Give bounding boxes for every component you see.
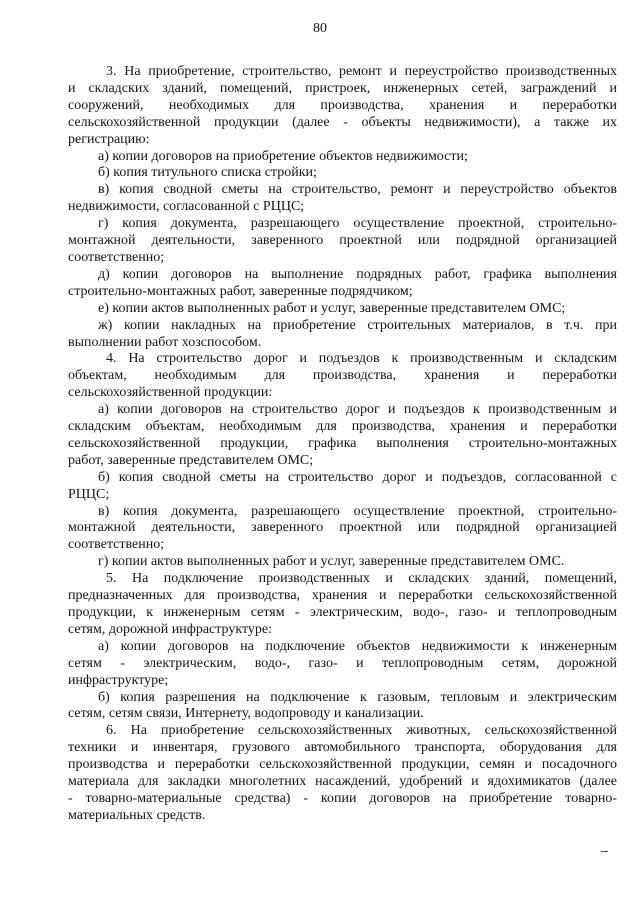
paragraph bbox=[68, 470, 617, 504]
text-line: сетям, сетям связи, Интернету, водопроводу и канализации. bbox=[68, 706, 424, 722]
page-number: 80 bbox=[313, 21, 327, 36]
text-line: в) копия сводной сметы на строительство, ремонт и переустройство объектов bbox=[98, 182, 617, 198]
paragraph bbox=[68, 216, 617, 267]
text-line: 6. На приобретение сельскохозяйственных животных, сельскохозяйственной bbox=[106, 723, 617, 739]
text-line: 3. На приобретение, строительство, ремонт и переустройство производственных bbox=[106, 64, 617, 79]
text-line: 4. На строительство дорог и подъездов к производственным и складским bbox=[106, 351, 617, 367]
text-line: продукции, к инженерным сетям - электрическим, водо-, газо- и теплопроводным bbox=[68, 605, 617, 620]
text-line: - товарно-материальные средства) - копии договоров на приобретение товарно- bbox=[68, 790, 617, 806]
text-line: регистрацию: bbox=[68, 131, 150, 147]
text-line: объектам, необходимым для производства, хранения и переработки bbox=[68, 368, 617, 384]
text-line: монтажной деятельности, заверенного проектной или подрядной организацией bbox=[68, 233, 617, 249]
text-line: производства и переработки сельскохозяйственной продукции, семян и посадочного bbox=[68, 757, 617, 773]
text-line: предназначенных для производства, хранения и переработки сельскохозяйственной bbox=[68, 588, 617, 604]
text-line: б) копия разрешения на подключение к газовым, тепловым и электрическим bbox=[98, 689, 617, 705]
text-line: г) копия документа, разрешающего осуществление проектной, строительно- bbox=[98, 216, 617, 232]
text-line: в) копия документа, разрешающего осуществление проектной, строительно- bbox=[98, 503, 617, 519]
text-line: соответственно; bbox=[68, 249, 165, 265]
text-line: а) копии договоров на подключение объектов недвижимости к инженерным bbox=[98, 638, 617, 654]
text-line: 5. На подключение производственных и складских зданий, помещений, bbox=[106, 571, 617, 587]
paragraph bbox=[68, 554, 617, 571]
paragraph bbox=[68, 149, 617, 166]
text-line: монтажной деятельности, заверенного проектной или подрядной организацией bbox=[68, 520, 617, 536]
text-line: г) копии актов выполненных работ и услуг, заверенные представителем ОМС. bbox=[98, 554, 565, 570]
text-line: складским объектам, необходимым для производства, хранения и переработки bbox=[68, 419, 617, 435]
text-line: недвижимости, согласованной с РЦЦС; bbox=[68, 199, 305, 215]
text-line: сельскохозяйственной продукции, графика выполнения строительно-монтажных bbox=[68, 435, 617, 451]
text-line: е) копии актов выполненных работ и услуг, заверенные представителем ОМС; bbox=[98, 300, 566, 316]
text-line: материальных средств. bbox=[68, 807, 206, 823]
text-line: соответственно; bbox=[68, 537, 165, 553]
text-line: работ, заверенные представителем ОМС; bbox=[68, 452, 314, 468]
paragraph bbox=[68, 504, 617, 555]
paragraph bbox=[68, 301, 617, 318]
text-line: сельскохозяйственной продукции: bbox=[68, 385, 273, 401]
paragraph bbox=[68, 723, 617, 824]
paragraph bbox=[68, 690, 617, 724]
text-line: сооружений, необходимых для производства, хранения и переработки bbox=[68, 97, 617, 113]
paragraph bbox=[68, 351, 617, 402]
text-line: сетям, дорожной инфраструктуре: bbox=[68, 621, 273, 637]
text-line: выполнении работ хозспособом. bbox=[68, 334, 262, 350]
text-line: техники и инвентаря, грузового автомобильного транспорта, оборудования для bbox=[68, 740, 617, 756]
paragraph bbox=[68, 182, 617, 216]
paragraph bbox=[68, 639, 617, 690]
paragraph bbox=[68, 318, 617, 352]
text-line: а) копии договоров на строительство дорог и подъездов к производственным и bbox=[98, 402, 617, 418]
paragraph bbox=[68, 402, 617, 470]
text-line: и складских зданий, помещений, пристроек, инженерных сетей, заграждений и bbox=[68, 80, 617, 96]
paragraph bbox=[68, 571, 617, 639]
text-line: инфраструктуре; bbox=[68, 672, 169, 688]
text-line: а) копии договоров на приобретение объектов недвижимости; bbox=[98, 148, 468, 164]
scan-mark bbox=[601, 851, 608, 852]
paragraph bbox=[68, 64, 617, 149]
text-line: б) копия титульного списка стройки; bbox=[98, 165, 317, 181]
text-line: РЦЦС; bbox=[68, 486, 110, 502]
paragraph bbox=[68, 267, 617, 301]
document-body bbox=[68, 64, 617, 825]
text-line: материала для закладки многолетних насаждений, удобрений и ядохимикатов (далее bbox=[68, 774, 617, 790]
paragraph bbox=[68, 165, 617, 182]
text-line: сельскохозяйственной продукции (далее - объекты недвижимости), а также их bbox=[68, 114, 617, 130]
text-line: б) копия сводной сметы на строительство дорог и подъездов, согласованной с bbox=[98, 469, 617, 485]
text-line: строительно-монтажных работ, заверенные подрядчиком; bbox=[68, 283, 413, 299]
text-line: д) копии договоров на выполнение подрядных работ, графика выполнения bbox=[98, 266, 617, 282]
text-line: сетям - электрическим, водо-, газо- и теплопроводным сетям, дорожной bbox=[68, 655, 617, 671]
text-line: ж) копии накладных на приобретение строительных материалов, в т.ч. при bbox=[98, 317, 617, 333]
